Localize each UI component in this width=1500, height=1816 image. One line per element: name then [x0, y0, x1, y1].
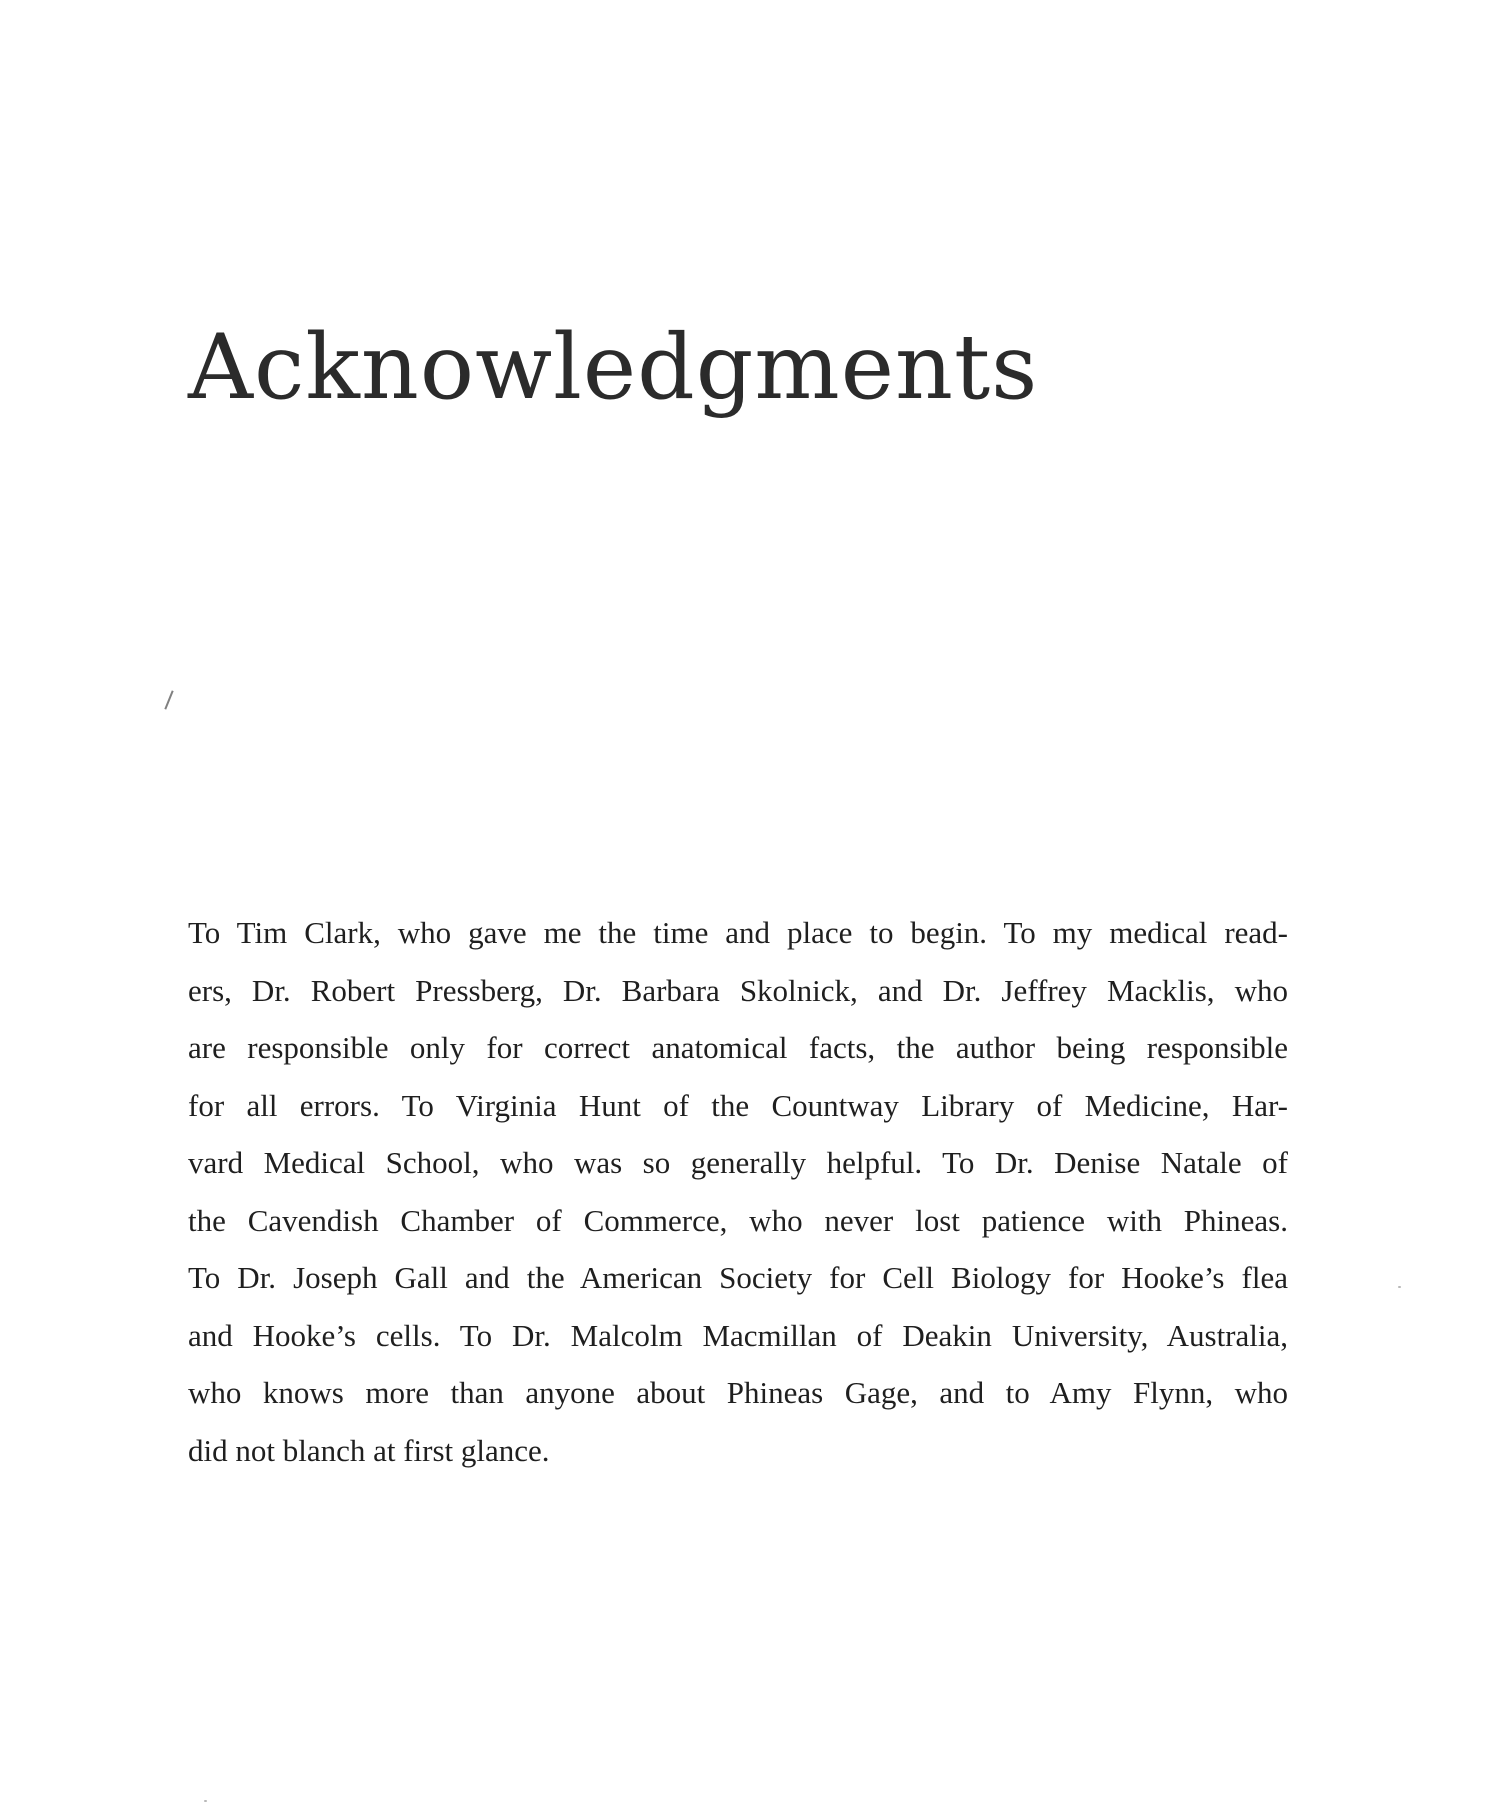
- scan-speck: [204, 1800, 207, 1802]
- paragraph-line: To Dr. Joseph Gall and the American Society for Cell Biology for Hooke’s flea: [188, 1260, 1288, 1295]
- paragraph-line: for all errors. To Virginia Hunt of the Countway Library of Medicine, Har-: [188, 1087, 1288, 1123]
- paragraph-line: did not blanch at first glance.: [188, 1432, 550, 1468]
- page-title: Acknowledgments: [188, 315, 1039, 420]
- paragraph-line: vard Medical School, who was so generally helpful. To Dr. Denise Natale of: [188, 1145, 1288, 1180]
- paragraph-line: To Tim Clark, who gave me the time and place to begin. To my medical read-: [188, 915, 1288, 950]
- paragraph-line: the Cavendish Chamber of Commerce, who never lost patience with Phineas.: [188, 1202, 1288, 1238]
- paragraph-line: ers, Dr. Robert Pressberg, Dr. Barbara Skolnick, and Dr. Jeffrey Macklis, who: [188, 972, 1288, 1008]
- stray-pen-mark: [164, 690, 173, 709]
- paragraph-line: are responsible only for correct anatomical facts, the author being responsible: [188, 1030, 1288, 1065]
- acknowledgments-paragraph: [188, 904, 1288, 1479]
- paragraph-line: and Hooke’s cells. To Dr. Malcolm Macmillan of Deakin University, Australia,: [188, 1317, 1288, 1353]
- paragraph-line: who knows more than anyone about Phineas Gage, and to Amy Flynn, who: [188, 1375, 1288, 1410]
- scan-speck: [1398, 1286, 1401, 1288]
